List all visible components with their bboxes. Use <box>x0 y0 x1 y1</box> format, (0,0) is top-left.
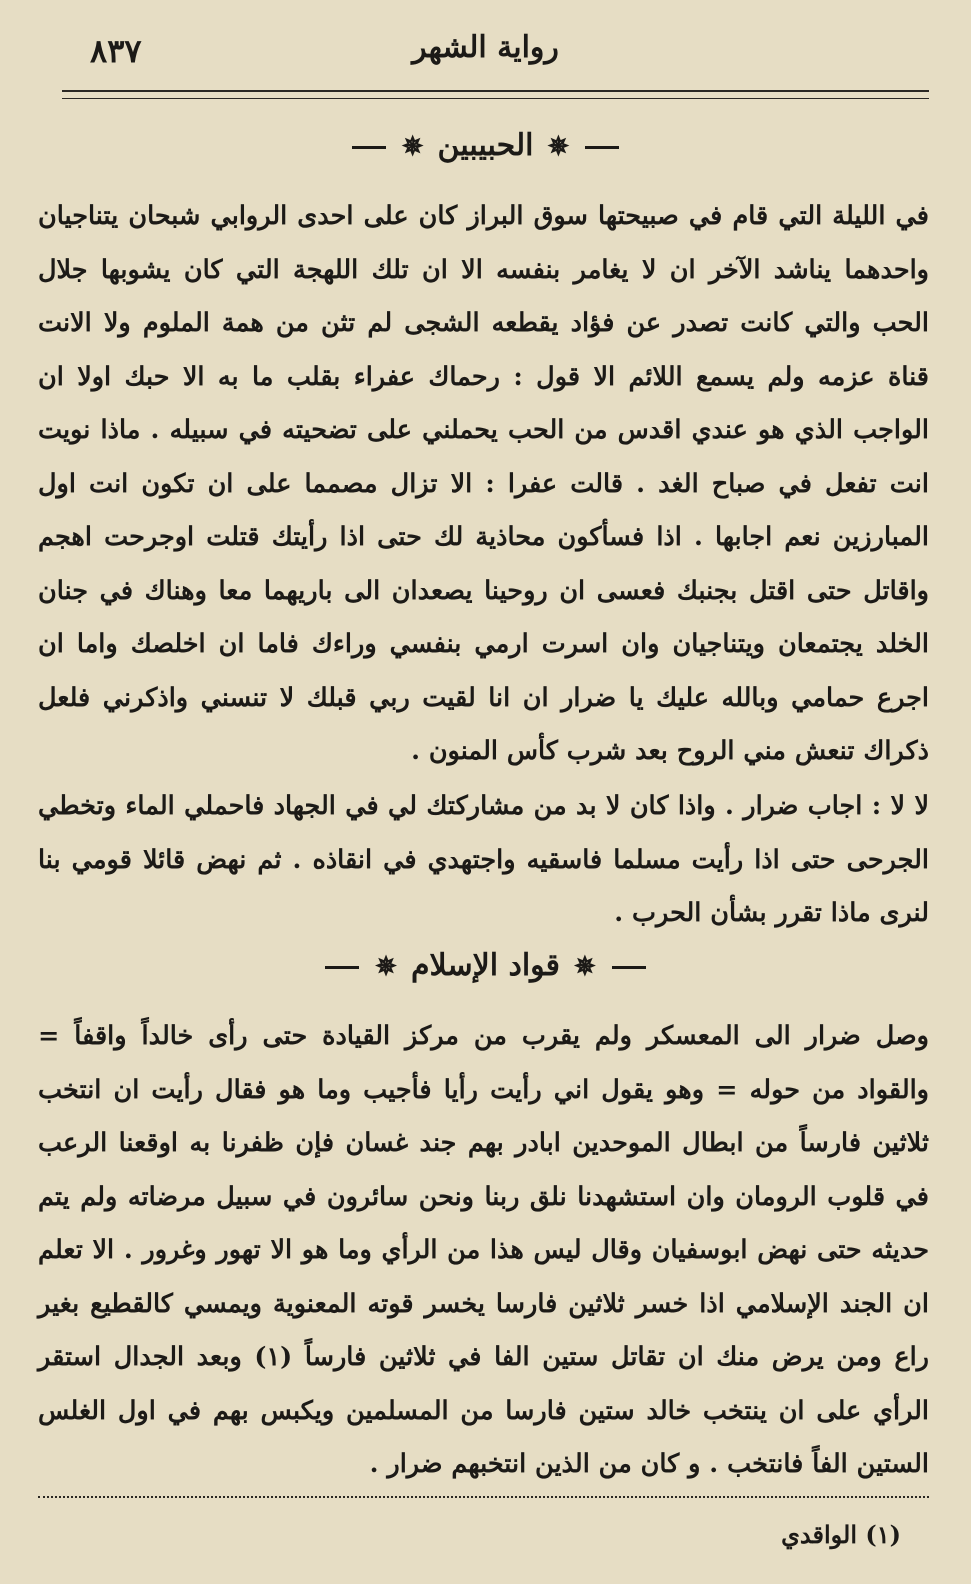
star-ornament-icon: ✵ <box>574 952 596 982</box>
section-title: الحبيبين <box>437 128 534 163</box>
running-title: رواية الشهر <box>412 30 559 65</box>
footnote-text: الواقدي <box>781 1520 858 1549</box>
section-heading-lovers <box>0 128 971 163</box>
section-title: قواد الإسلام <box>410 948 561 983</box>
header-rule <box>62 90 929 99</box>
page-header <box>60 28 911 78</box>
star-ornament-icon: ✵ <box>401 132 424 162</box>
star-ornament-icon: ✵ <box>375 952 397 982</box>
star-ornament-icon: ✵ <box>547 132 570 162</box>
paragraph: لا لا : اجاب ضرار . واذا كان لا بد من مشاركتك لي في الجهاد فاحملي الماء وتخطي الجرحى حتى اذا رأيت مسلما فاسقيه واجتهدي في انقاذه . ثم نهض قائلا قومي بنا لنرى ماذا تقرر بشأن الحرب . <box>38 791 929 928</box>
heading-ornament-dash <box>585 146 619 149</box>
heading-ornament-dash <box>612 966 646 969</box>
footnote <box>781 1520 901 1549</box>
heading-ornament-dash <box>352 146 386 149</box>
page-number: ٨٣٧ <box>90 32 142 70</box>
paragraph: في الليلة التي قام في صبيحتها سوق البراز كان على احدى الروابي شبحان يتناجيان واحدهما يناشد الآخر ان لا يغامر بنفسه الا ان تلك اللهجة التي كان يشوبها جلال الحب والتي كانت تصدر عن فؤاد يقطعه الشجى لم تثن من همة الملوم ولا الانت قناة عزمه ولم يسمع اللائم الا قول : رحماك عفراء بقلب ما به الا حبك اولا ان الواجب الذي هو عندي اقدس من الحب يحملني على تضحيته في سبيله . ماذا نويت انت تفعل في صباح الغد . قالت عفرا : الا تزال مصمما على ان تكون انت اول المبارزين نعم اجابها . اذا فسأكون محاذية لك حتى اذا رأيتك قتلت اوجرحت اهجم واقاتل حتى اقتل بجنبك فعسى ان روحينا يصعدان الى باريهما معا وهناك في جنان الخلد يجتمعان ويتناجيان وان اسرت ارمي بنفسي وراءك فاما ان اخلصك واما ان اجرع حمامي وبالله عليك يا ضرار ان انا لقيت ربي قبلك لا تنسني واذكرني فلعل ذكراك تنعش مني الروح بعد شرب كأس المنون . <box>38 201 929 766</box>
paragraph: وصل ضرار الى المعسكر ولم يقرب من مركز القيادة حتى رأى خالداً واقفاً = والقواد من حوله = وهو يقول اني رأيت رأيا فأجيب وما هو فقال رأيت ان انتخب ثلاثين فارساً من ابطال الموحدين ابادر بهم جند غسان فإن ظفرنا به اوقعنا الرعب في قلوب الرومان وان استشهدنا نلق ربنا ونحن سائرون في سبيل مرضاته ولم يتم حديثه حتى نهض ابوسفيان وقال ليس هذا من الرأي وما هو الا تهور وغرور . الا تعلم ان الجند الإسلامي اذا خسر ثلاثين فارسا يخسر قوته المعنوية ويمسي كالقطيع بغير راع ومن يرض منك ان تقاتل ستين الفا في ثلاثين فارساً (١) وبعد الجدال استقر الرأي على ان ينتخب خالد ستين فارسا من المسلمين ويكبس بهم في اول الغلس الستين الفاً فانتخب . و كان من الذين انتخبهم ضرار . <box>38 1021 929 1479</box>
footnote-marker: (١) <box>865 1520 901 1549</box>
heading-ornament-dash <box>325 966 359 969</box>
section-heading-commanders <box>0 948 971 983</box>
footnote-rule <box>38 1496 929 1498</box>
